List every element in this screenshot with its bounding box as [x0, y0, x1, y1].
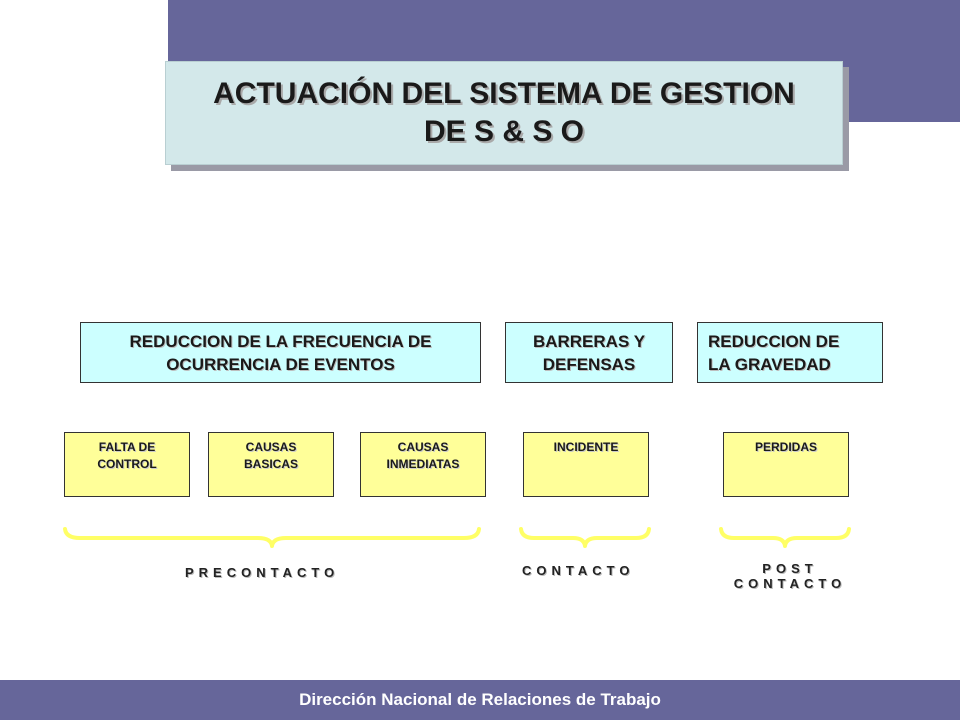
phase-postcontacto-line-1: POST [762, 561, 818, 576]
precontacto-brace [65, 529, 479, 546]
stage-causas-inmediatas [360, 432, 486, 497]
stage-3-line-1: CAUSAS [397, 440, 449, 454]
stage-4-line-1: INCIDENTE [553, 440, 619, 454]
title-line-2: DE S & S O [423, 115, 585, 148]
phase-postcontacto-label [720, 561, 860, 591]
phase-postcontacto-line-2: CONTACTO [733, 576, 847, 591]
strategy-frequency-line-1: REDUCCION DE LA FRECUENCIA DE [129, 331, 432, 351]
strategy-severity-line-1: REDUCCION DE [708, 331, 840, 351]
stage-1-line-2: CONTROL [97, 457, 157, 471]
stage-falta-de-control [64, 432, 190, 497]
stage-2-line-1: CAUSAS [245, 440, 297, 454]
strategy-severity-reduction [697, 322, 883, 383]
stage-perdidas [723, 432, 849, 497]
footer-bar [0, 680, 960, 720]
phase-precontacto-label: PRECONTACTO [185, 565, 340, 580]
contacto-brace [521, 529, 649, 546]
strategy-barriers [505, 322, 673, 383]
stage-3-line-2: INMEDIATAS [386, 457, 460, 471]
stage-causas-basicas [208, 432, 334, 497]
stage-2-line-2: BASICAS [243, 457, 298, 471]
postcontacto-brace [721, 529, 849, 546]
strategy-frequency-line-2: OCURRENCIA DE EVENTOS [166, 354, 395, 374]
strategy-barriers-line-1: BARRERAS Y [532, 331, 646, 351]
strategy-frequency-reduction [80, 322, 481, 383]
stage-incidente [523, 432, 649, 497]
phase-contacto-label: CONTACTO [522, 563, 635, 578]
title-box [165, 61, 843, 165]
footer-text: Dirección Nacional de Relaciones de Trabajo [299, 690, 661, 709]
title-line-1: ACTUACIÓN DEL SISTEMA DE GESTION [213, 77, 795, 110]
stage-5-line-1: PERDIDAS [754, 440, 817, 454]
strategy-severity-line-2: LA GRAVEDAD [708, 354, 831, 374]
strategy-barriers-line-2: DEFENSAS [542, 354, 636, 374]
stage-1-line-1: FALTA DE [98, 440, 156, 454]
header-notch [0, 0, 168, 122]
